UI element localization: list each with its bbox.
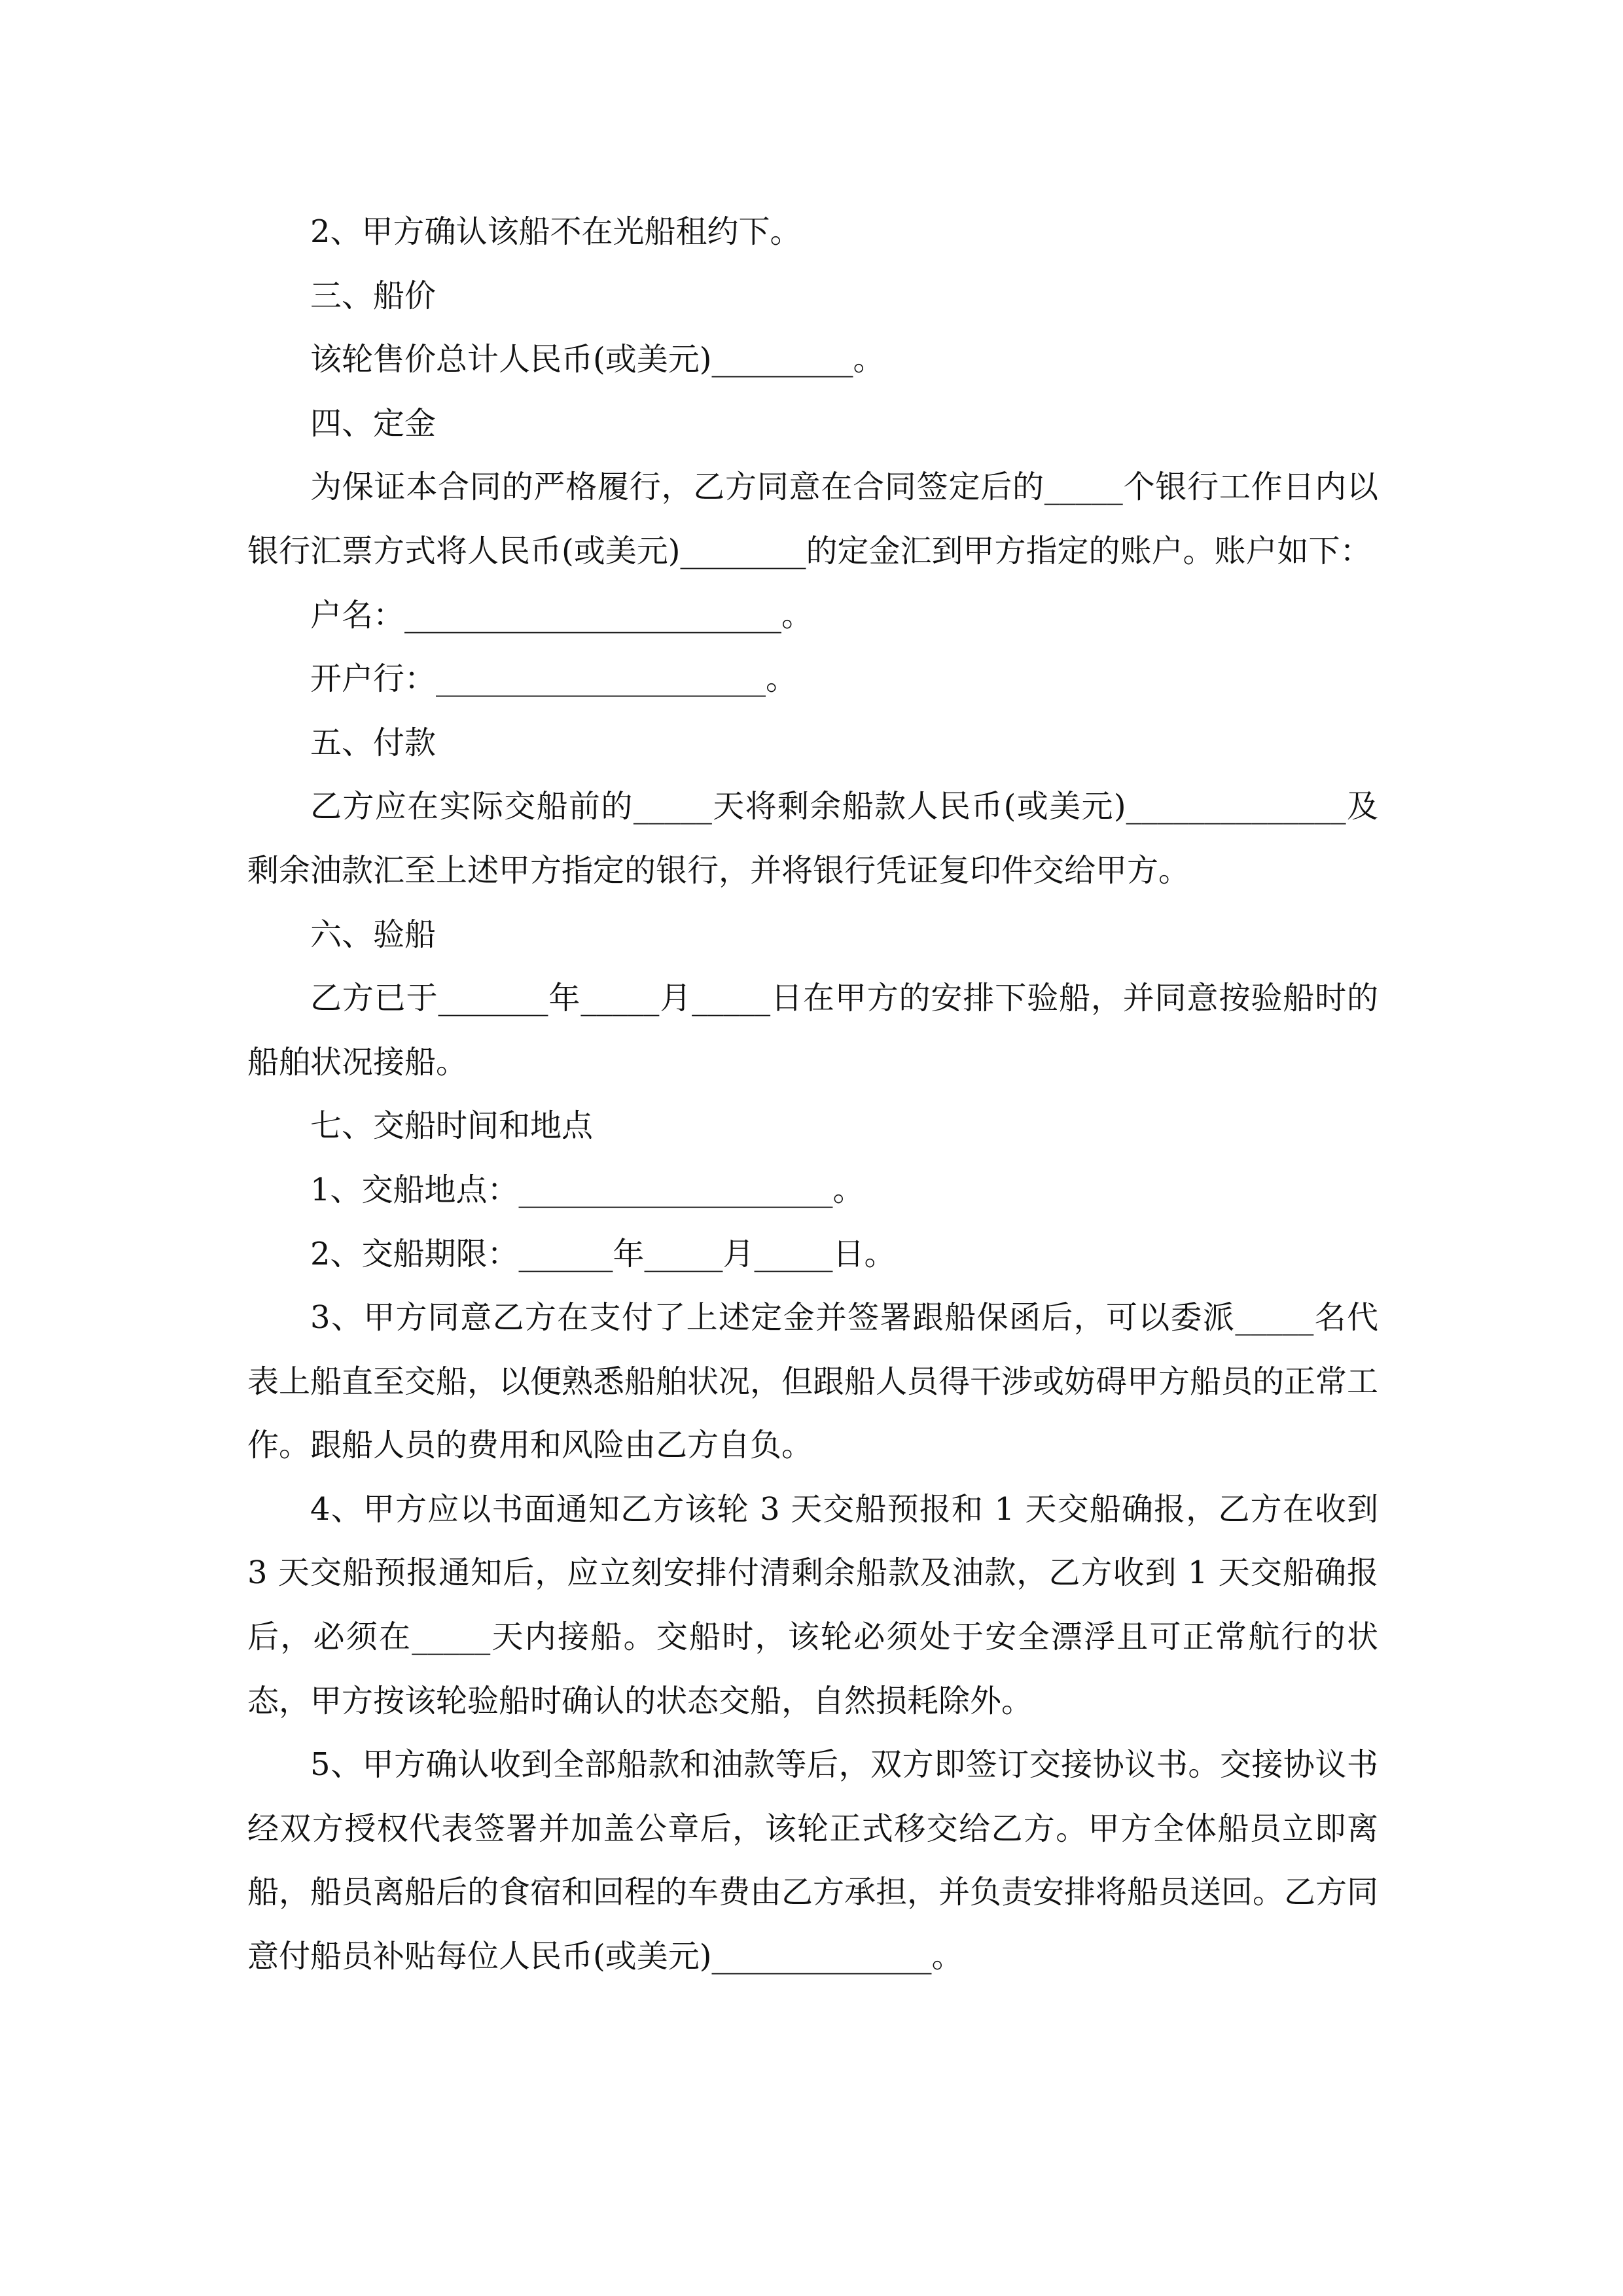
section-heading-inspection: 六、验船 (310, 916, 437, 953)
payment-clause: 乙方应在实际交船前的_____天将剩余船款人民币(或美元)______________及剩余油款汇至上述甲方指定的银行，并将银行凭证复印件交给甲方。 (247, 788, 1378, 889)
delivery-date-line: 2、交船期限：______年_____月_____日。 (310, 1235, 896, 1272)
deposit-clause: 为保证本合同的严格履行，乙方同意在合同签定后的_____个银行工作日内以银行汇票方式将人民币(或美元)________的定金汇到甲方指定的账户。账户如下： (247, 469, 1378, 569)
inspection-clause: 乙方已于_______年_____月_____日在甲方的安排下验船，并同意按验船时的船舶状况接船。 (247, 980, 1378, 1081)
delivery-clause-5: 5、甲方确认收到全部船款和油款等后，双方即签订交接协议书。交接协议书经双方授权代表签署并加盖公章后，该轮正式移交给乙方。甲方全体船员立即离船，船员离船后的食宿和回程的车费由乙方承担，并负责安排将船员送回。乙方同意付船员补贴每位人民币(或美元)______________。 (247, 1746, 1379, 1975)
account-name-line: 户名：________________________。 (310, 596, 813, 634)
delivery-place-line: 1、交船地点：____________________。 (310, 1171, 865, 1208)
document-body (247, 200, 1378, 1989)
price-clause: 该轮售价总计人民币(或美元)_________。 (310, 341, 885, 378)
clause-2-bareboat: 2、甲方确认该船不在光船租约下。 (310, 213, 802, 250)
opening-bank-line: 开户行：_____________________。 (310, 660, 798, 698)
section-heading-price: 三、船价 (310, 277, 437, 314)
section-heading-payment: 五、付款 (310, 724, 437, 761)
delivery-clause-3: 3、甲方同意乙方在支付了上述定金并签署跟船保函后，可以委派_____名代表上船直至交船，以便熟悉船舶状况，但跟船人员得干涉或妨碍甲方船员的正常工作。跟船人员的费用和风险由乙方自负。 (247, 1299, 1379, 1464)
delivery-clause-4: 4、甲方应以书面通知乙方该轮 3 天交船预报和 1 天交船确报，乙方在收到 3 天交船预报通知后，应立刻安排付清剩余船款及油款，乙方收到 1 天交船确报后，必须在_____天内接船。交船时，该轮必须处于安全漂浮且可正常航行的状态，甲方按该轮验船时确认的状态交船，自然损耗除外。 (247, 1490, 1378, 1719)
section-heading-deposit: 四、定金 (310, 404, 437, 442)
section-heading-delivery: 七、交船时间和地点 (310, 1107, 594, 1145)
